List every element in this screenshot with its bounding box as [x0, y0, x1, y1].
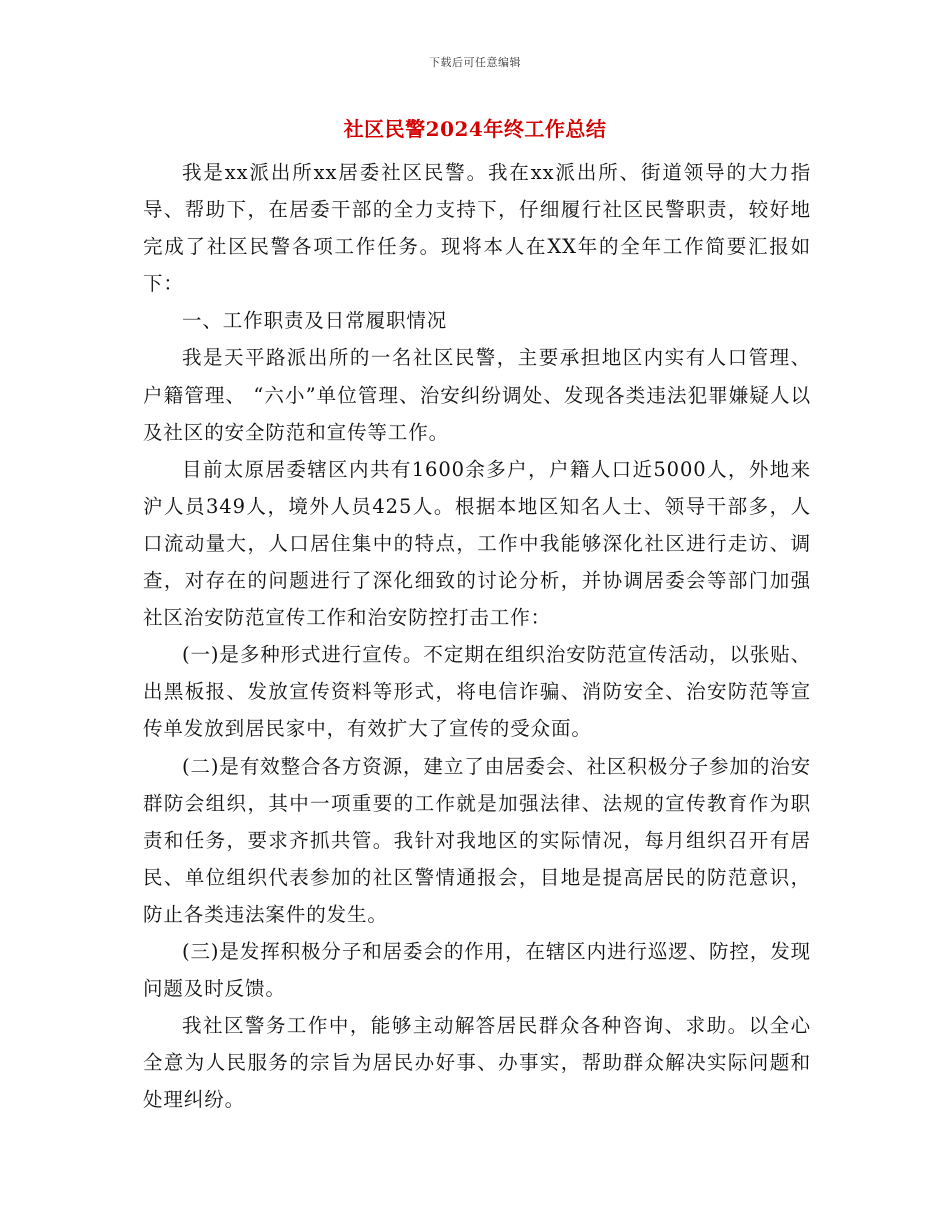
paragraph-item-3: (三)是发挥积极分子和居委会的作用，在辖区内进行巡逻、防控，发现问题及时反馈。 — [143, 939, 812, 1001]
paragraph-duties: 我是天平路派出所的一名社区民警，主要承担地区内实有人口管理、户籍管理、 “六小”单位管理、治安纠纷调处、发现各类违法犯罪嫌疑人以及社区的安全防范和宣传等工作。 — [143, 346, 811, 444]
paragraph-service: 我社区警务工作中，能够主动解答居民群众各种咨询、求助。以全心全意为人民服务的宗旨为居民办好事、办事实，帮助群众解决实际问题和处理纠纷。 — [143, 1014, 811, 1112]
document-title: 社区民警2024年终工作总结 — [343, 117, 607, 141]
section-heading-1: 一、工作职责及日常履职情况 — [182, 309, 448, 333]
document-body — [143, 154, 811, 1118]
paragraph-population: 目前太原居委辖区内共有1600余多户，户籍人口近5000人，外地来沪人员349人，境外人员425人。根据本地区知名人士、领导干部多，人口流动量大，人口居住集中的特点，工作中我能够深化社区进行走访、调查，对存在的问题进行了深化细致的讨论分析，并协调居委会等部门加强社区治安防范宣传工作和治安防控打击工作： — [143, 457, 811, 630]
paragraph-intro: 我是xx派出所xx居委社区民警。我在xx派出所、街道领导的大力指导、帮助下，在居委干部的全力支持下，仔细履行社区民警职责，较好地完成了社区民警各项工作任务。现将本人在XX年的全年工作简要汇报如下： — [143, 161, 811, 296]
header-note: 下载后可任意编辑 — [429, 56, 521, 69]
paragraph-item-2: (二)是有效整合各方资源，建立了由居委会、社区积极分子参加的治安群防会组织，其中一项重要的工作就是加强法律、法规的宣传教育作为职责和任务，要求齐抓共管。我针对我地区的实际情况，每月组织召开有居民、单位组织代表参加的社区警情通报会，目地是提高居民的防范意识，防止各类违法案件的发生。 — [143, 754, 812, 926]
paragraph-item-1: (一)是多种形式进行宣传。不定期在组织治安防范宣传活动，以张贴、出黑板报、发放宣传资料等形式，将电信诈骗、消防安全、治安防范等宣传单发放到居民家中，有效扩大了宣传的受众面。 — [143, 643, 812, 741]
